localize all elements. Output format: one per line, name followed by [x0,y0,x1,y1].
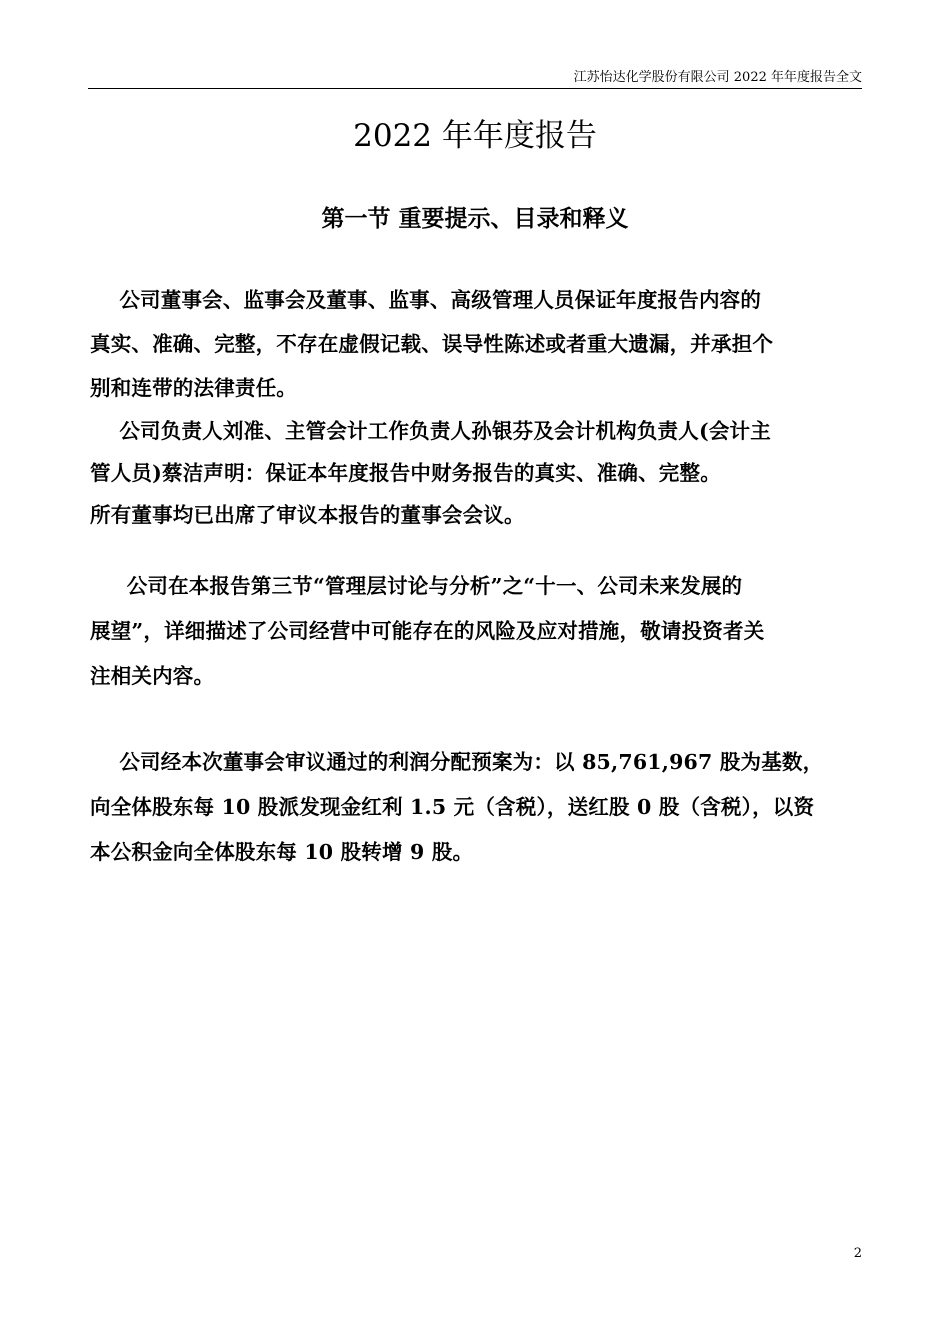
paragraph-risk-notice: 公司在本报告第三节“管理层讨论与分析”之“十一、公司未来发展的 展望”，详细描述了公司经营中可能存在的风险及应对措施，敬请投资者关 注相关内容。 [90,574,765,688]
paragraph-board-guarantee: 公司董事会、监事会及董事、监事、高级管理人员保证年度报告内容的 真实、准确、完整，不存在虚假记载、误导性陈述或者重大遗漏，并承担个 别和连带的法律责任。 [90,288,774,400]
section-title: 第一节 重要提示、目录和释义 [321,205,629,232]
document-title: 2022 年年度报告 [353,118,597,154]
running-header: 江苏怡达化学股份有限公司 2022 年年度报告全文 [573,70,862,85]
paragraph-profit-distribution: 公司经本次董事会审议通过的利润分配预案为：以 85,761,967 股为基数， 向全体股东每 10 股派发现金红利 1.5 元（含税），送红股 0 股（含税），以资 本公积金向全体股东每 10 股转增 9 股。 [90,750,824,864]
paragraph-responsible-persons: 公司负责人刘准、主管会计工作负责人孙银芬及会计机构负责人(会计主 管人员)蔡洁声明：保证本年度报告中财务报告的真实、准确、完整。 所有董事均已出席了审议本报告的董事会会议。 [90,419,771,527]
page-number: 2 [853,1246,862,1261]
header-rule [88,88,862,89]
